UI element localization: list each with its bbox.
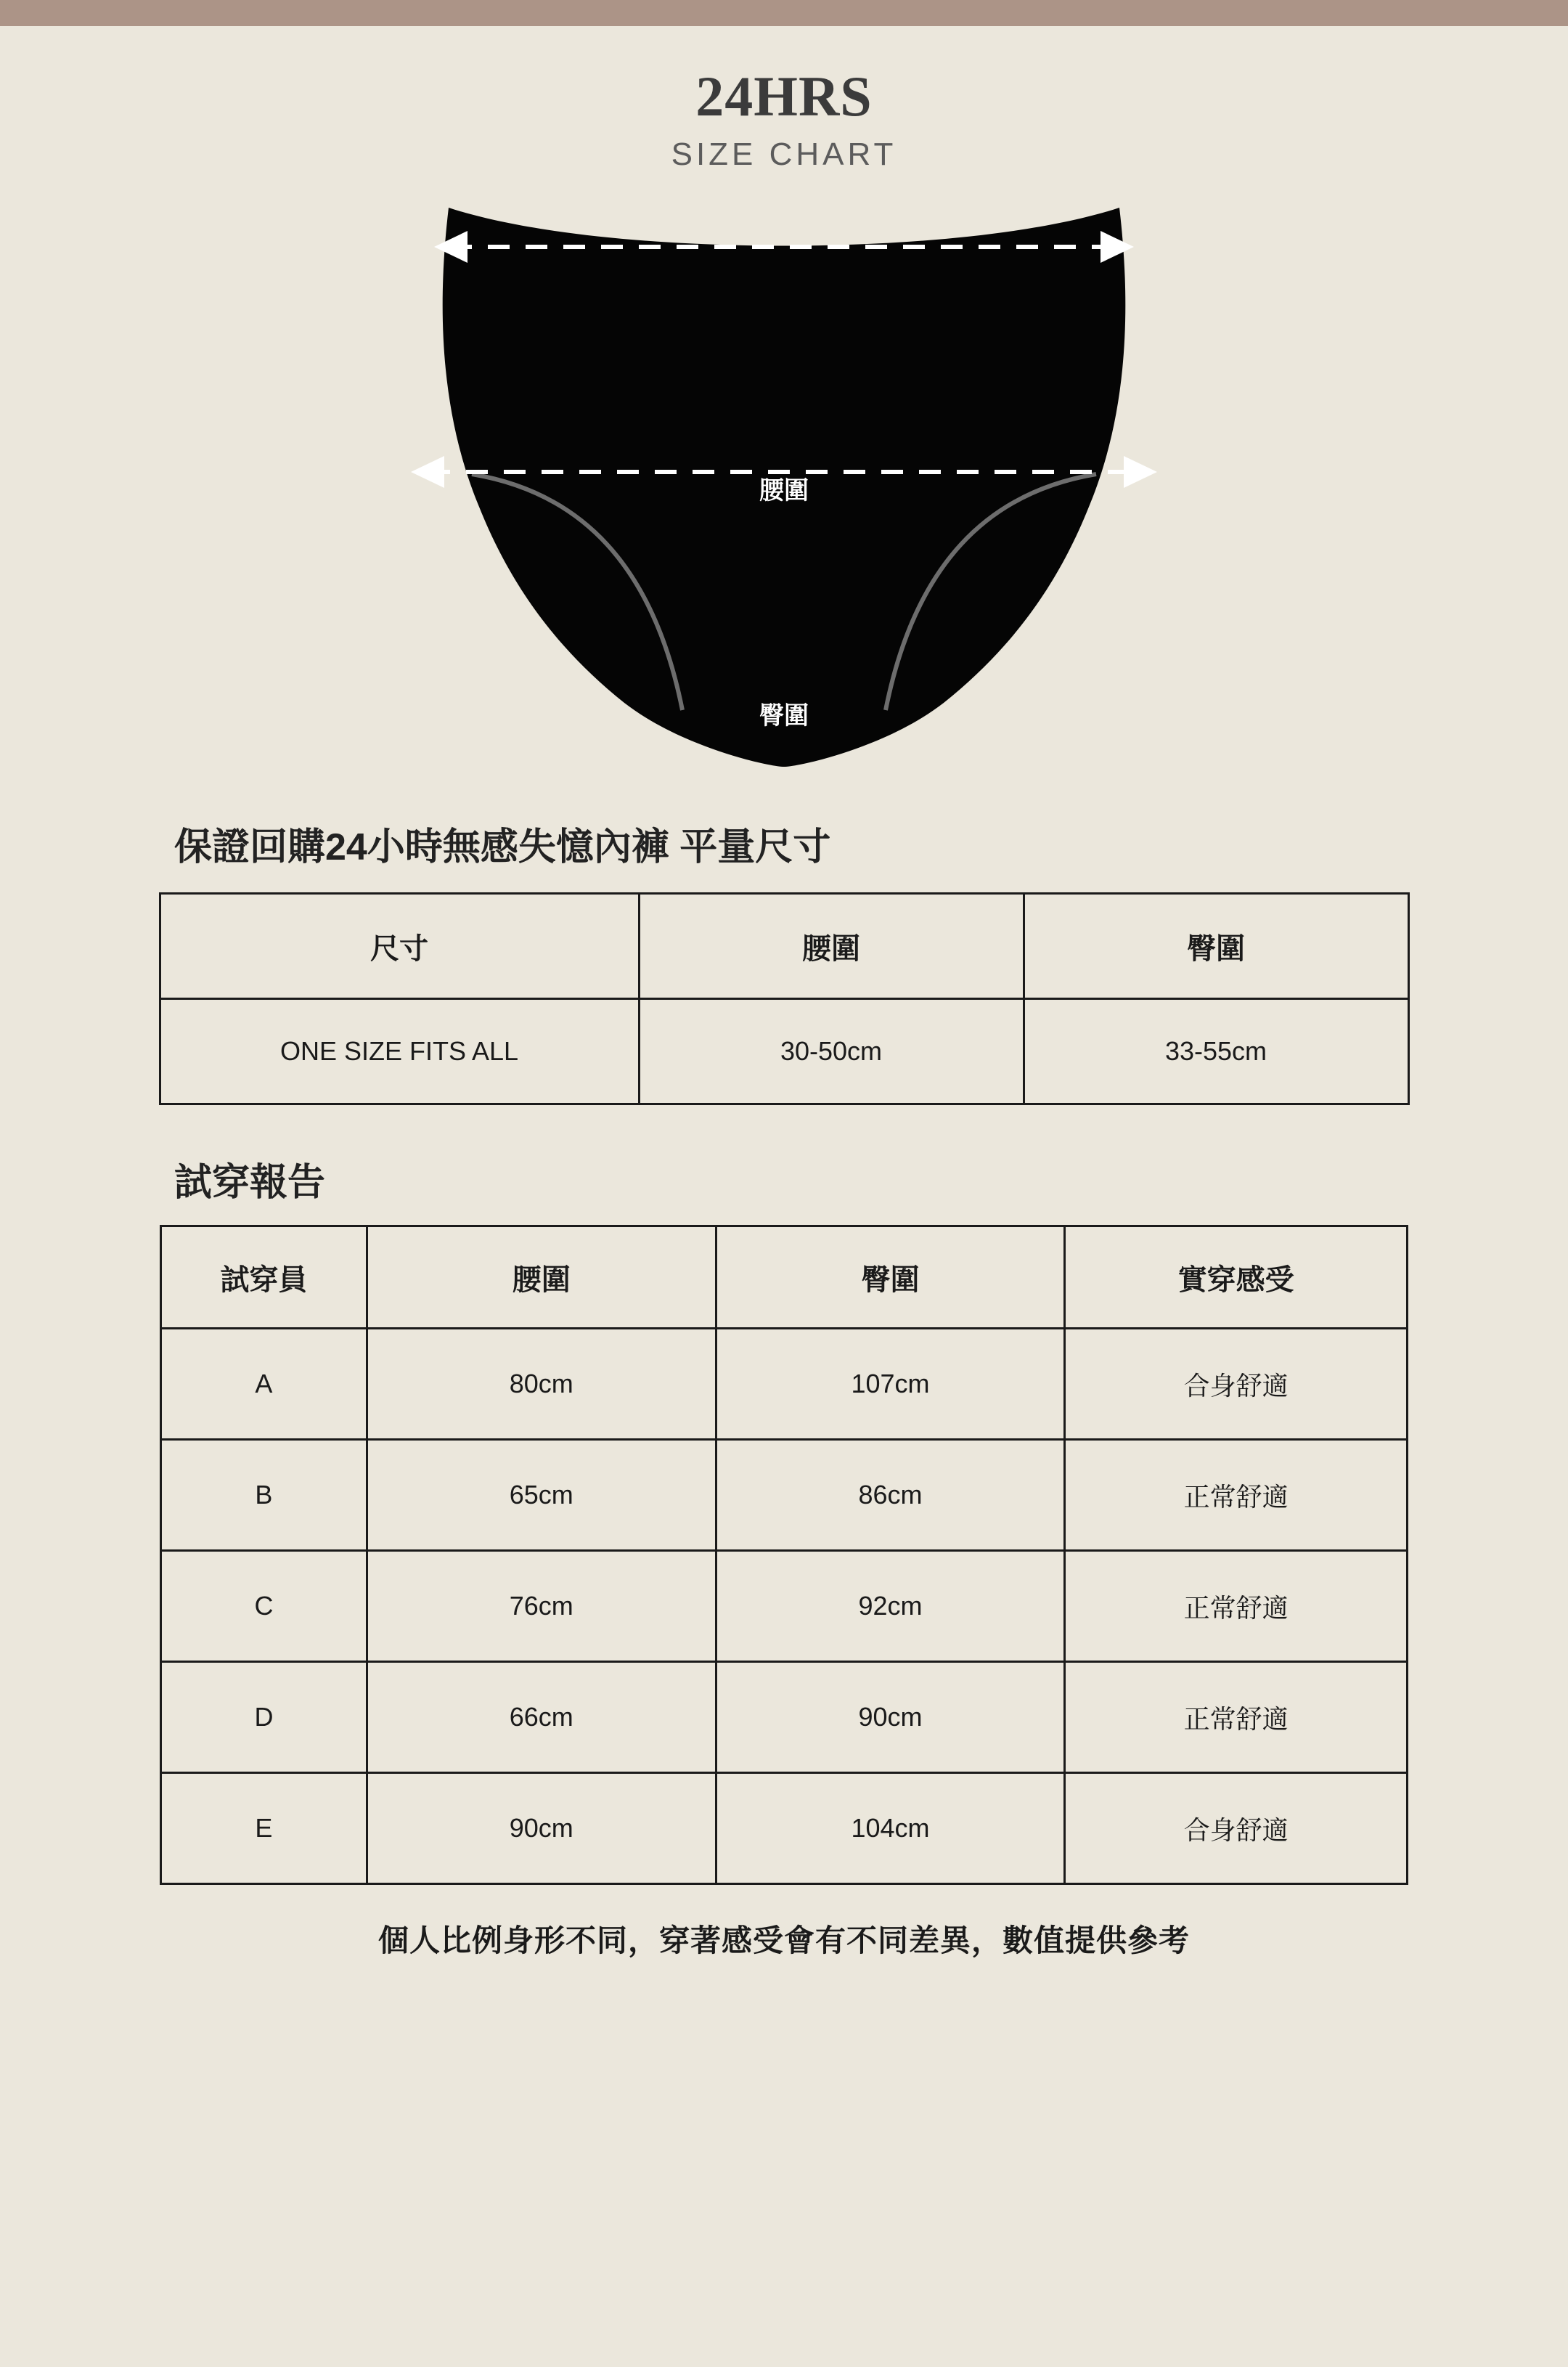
trial-cell-waist: 90cm xyxy=(367,1773,716,1884)
size-cell-waist: 30-50cm xyxy=(639,999,1024,1104)
table-row xyxy=(161,1662,1408,1773)
trial-col-header-tester: 試穿員 xyxy=(161,1226,367,1329)
page-subtitle: SIZE CHART xyxy=(671,137,897,172)
trial-cell-waist: 80cm xyxy=(367,1329,716,1440)
trial-cell-feedback: 合身舒適 xyxy=(1065,1329,1408,1440)
trial-cell-hip: 92cm xyxy=(716,1551,1065,1662)
trial-col-header-feedback: 實穿感受 xyxy=(1065,1226,1408,1329)
trial-cell-feedback: 合身舒適 xyxy=(1065,1773,1408,1884)
table-header-row xyxy=(160,894,1408,999)
trial-cell-tester: A xyxy=(161,1329,367,1440)
trial-report-table xyxy=(160,1225,1408,1885)
trial-cell-tester: E xyxy=(161,1773,367,1884)
page-header xyxy=(0,65,1568,173)
top-accent-bar xyxy=(0,0,1568,26)
table-row xyxy=(161,1551,1408,1662)
size-chart-page xyxy=(0,26,1568,2367)
trial-cell-waist: 66cm xyxy=(367,1662,716,1773)
trial-cell-waist: 65cm xyxy=(367,1440,716,1551)
trial-col-header-waist: 腰圍 xyxy=(367,1226,716,1329)
size-table xyxy=(159,892,1410,1105)
trial-cell-tester: C xyxy=(161,1551,367,1662)
waist-label: 腰圍 xyxy=(759,477,809,505)
disclaimer-note: 個人比例身形不同，穿著感受會有不同差異，數值提供參考 xyxy=(377,1923,1190,1957)
trial-col-header-hip: 臀圍 xyxy=(716,1226,1065,1329)
size-cell-hip: 33-55cm xyxy=(1024,999,1408,1104)
table-row xyxy=(161,1329,1408,1440)
trial-cell-feedback: 正常舒適 xyxy=(1065,1440,1408,1551)
table-row xyxy=(160,999,1408,1104)
brand-title: 24HRS xyxy=(695,65,873,128)
table-row xyxy=(161,1773,1408,1884)
size-col-header-size: 尺寸 xyxy=(160,894,639,999)
trial-cell-hip: 104cm xyxy=(716,1773,1065,1884)
trial-cell-tester: D xyxy=(161,1662,367,1773)
trial-cell-hip: 107cm xyxy=(716,1329,1065,1440)
trial-cell-feedback: 正常舒適 xyxy=(1065,1551,1408,1662)
size-col-header-hip: 臀圍 xyxy=(1024,894,1408,999)
size-cell-name: ONE SIZE FITS ALL xyxy=(160,999,639,1104)
table-row xyxy=(161,1440,1408,1551)
garment-illustration xyxy=(0,202,1568,797)
size-section-heading: 保證回購24小時無感失憶內褲 平量尺寸 xyxy=(174,826,831,868)
table-header-row xyxy=(161,1226,1408,1329)
trial-section-heading: 試穿報告 xyxy=(174,1162,326,1204)
trial-cell-waist: 76cm xyxy=(367,1551,716,1662)
trial-cell-tester: B xyxy=(161,1440,367,1551)
hip-label: 臀圍 xyxy=(759,702,809,730)
trial-cell-feedback: 正常舒適 xyxy=(1065,1662,1408,1773)
size-col-header-waist: 腰圍 xyxy=(639,894,1024,999)
trial-cell-hip: 90cm xyxy=(716,1662,1065,1773)
trial-cell-hip: 86cm xyxy=(716,1440,1065,1551)
